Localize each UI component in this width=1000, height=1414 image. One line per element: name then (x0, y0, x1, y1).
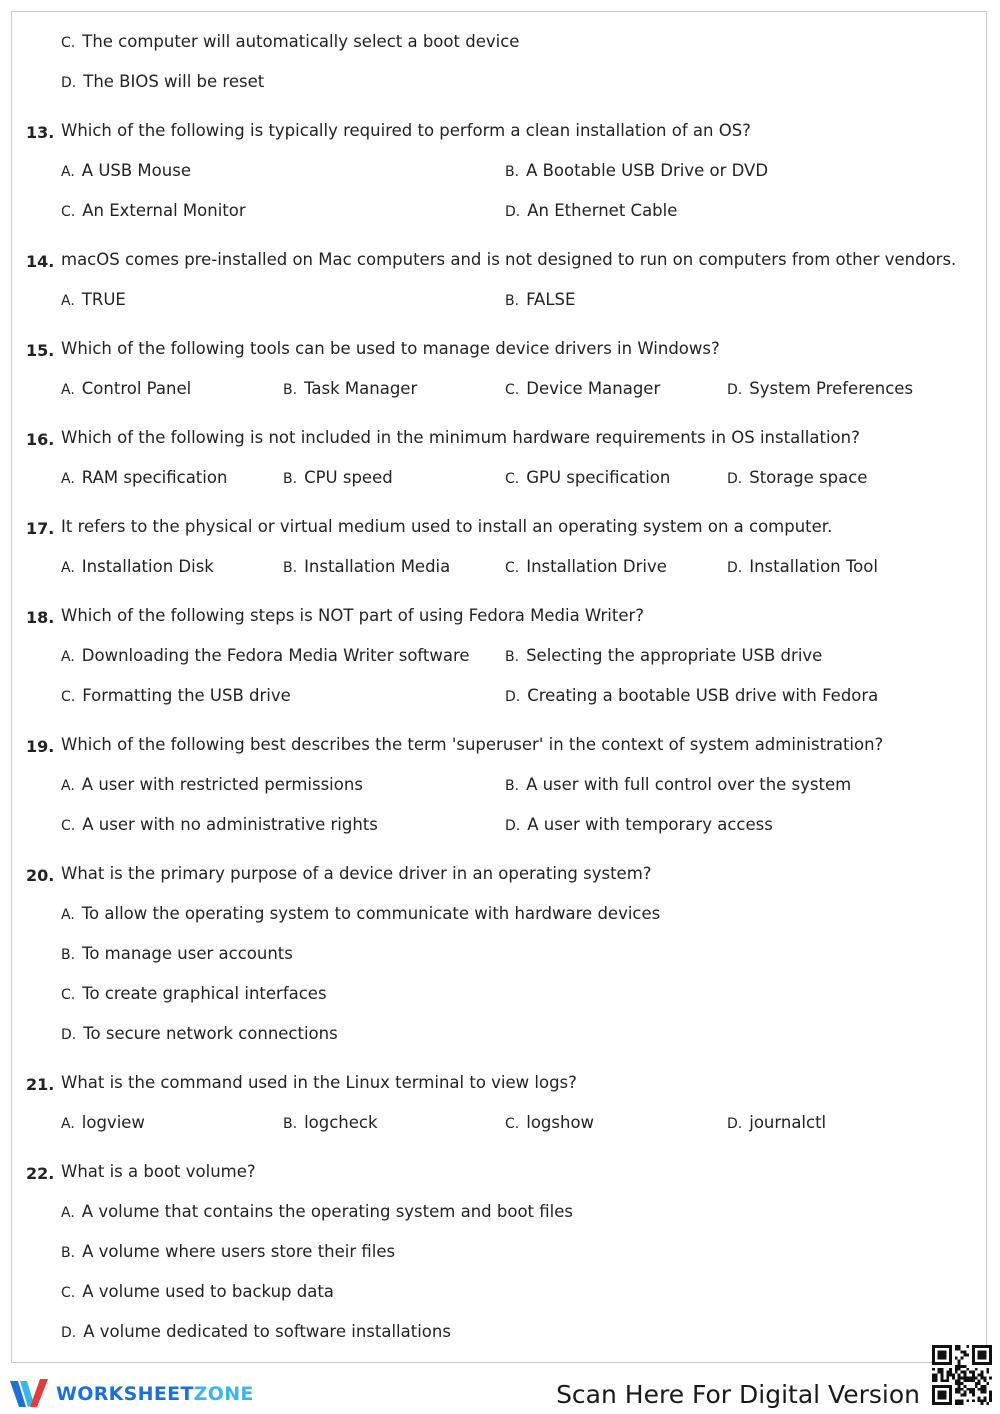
option-text: Selecting the appropriate USB drive (526, 646, 823, 665)
option-text: An Ethernet Cable (527, 201, 678, 220)
option-text: A USB Mouse (81, 161, 191, 180)
option-text: The BIOS will be reset (83, 72, 265, 91)
answer-option (505, 290, 575, 311)
option-text: A volume dedicated to software installations (83, 1322, 451, 1341)
answer-option (505, 557, 667, 578)
answer-option (283, 1113, 378, 1134)
option-letter: B. (505, 649, 520, 665)
option-letter: D. (727, 382, 743, 398)
option-text: logview (81, 1113, 145, 1132)
option-text: To create graphical interfaces (82, 984, 327, 1003)
answer-option (505, 1113, 594, 1134)
answer-option (505, 646, 822, 667)
option-text: logcheck (304, 1113, 378, 1132)
option-letter: D. (505, 689, 521, 705)
answer-option (61, 1113, 145, 1134)
option-letter: B. (283, 382, 298, 398)
option-letter: D. (61, 1027, 77, 1043)
question-number: 16. (26, 430, 55, 449)
question-number: 17. (26, 519, 55, 538)
answer-option (61, 290, 126, 311)
answer-option (727, 468, 867, 489)
option-text: A volume that contains the operating system and boot files (81, 1202, 573, 1221)
option-letter: C. (505, 560, 520, 576)
option-text: The computer will automatically select a boot device (82, 32, 520, 51)
logo-text: WORKSHEETZONE (56, 1383, 254, 1405)
option-letter: B. (283, 1116, 298, 1132)
answer-option (505, 161, 768, 182)
answer-option (61, 904, 660, 925)
question-text: Which of the following steps is NOT part of using Fedora Media Writer? (61, 606, 645, 625)
option-text: A user with full control over the system (526, 775, 852, 794)
option-letter: C. (61, 689, 76, 705)
answer-option (61, 32, 519, 53)
answer-option (61, 1282, 334, 1303)
option-text: Creating a bootable USB drive with Fedora (527, 686, 879, 705)
option-letter: D. (727, 471, 743, 487)
answer-option (61, 1202, 573, 1223)
option-text: Task Manager (304, 379, 418, 398)
option-text: A user with temporary access (527, 815, 773, 834)
answer-option (727, 379, 913, 400)
option-letter: D. (61, 1325, 77, 1341)
question-number: 18. (26, 608, 55, 627)
option-letter: B. (283, 560, 298, 576)
answer-option (61, 984, 327, 1005)
option-letter: A. (61, 560, 75, 576)
option-text: Installation Disk (81, 557, 214, 576)
option-letter: D. (61, 75, 77, 91)
answer-option (283, 557, 450, 578)
question-text: What is the primary purpose of a device driver in an operating system? (61, 864, 652, 883)
answer-option (61, 1322, 451, 1343)
option-text: Installation Drive (526, 557, 667, 576)
answer-option (505, 815, 773, 836)
answer-option (505, 201, 677, 222)
answer-option (61, 201, 246, 222)
option-letter: B. (505, 778, 520, 794)
answer-option (505, 775, 851, 796)
option-text: An External Monitor (82, 201, 246, 220)
option-letter: C. (61, 35, 76, 51)
question-number: 20. (26, 866, 55, 885)
option-text: Device Manager (526, 379, 661, 398)
option-text: A Bootable USB Drive or DVD (526, 161, 769, 180)
option-letter: C. (61, 204, 76, 220)
question-text: It refers to the physical or virtual medium used to install an operating system on a computer. (61, 517, 833, 536)
option-letter: C. (505, 382, 520, 398)
worksheetzone-logo[interactable] (10, 1376, 254, 1412)
option-letter: A. (61, 382, 75, 398)
option-text: CPU speed (304, 468, 393, 487)
answer-option (283, 468, 393, 489)
option-letter: A. (61, 778, 75, 794)
answer-option (61, 468, 227, 489)
answer-option (61, 1242, 395, 1263)
option-text: logshow (526, 1113, 595, 1132)
question-number: 13. (26, 123, 55, 142)
question-number: 19. (26, 737, 55, 756)
option-letter: A. (61, 293, 75, 309)
option-letter: C. (61, 987, 76, 1003)
w-logo-icon (10, 1377, 50, 1411)
option-letter: A. (61, 649, 75, 665)
question-text: Which of the following best describes the term 'superuser' in the context of system administration? (61, 735, 884, 754)
option-letter: A. (61, 907, 75, 923)
question-text: Which of the following tools can be used to manage device drivers in Windows? (61, 339, 720, 358)
option-letter: C. (505, 471, 520, 487)
answer-option (61, 1024, 338, 1045)
answer-option (61, 646, 470, 667)
scan-caption: Scan Here For Digital Version (556, 1380, 920, 1409)
question-text: What is a boot volume? (61, 1162, 256, 1181)
option-letter: B. (61, 947, 76, 963)
option-letter: A. (61, 1116, 75, 1132)
option-letter: C. (61, 1285, 76, 1301)
option-text: Installation Media (304, 557, 451, 576)
option-text: Installation Tool (749, 557, 878, 576)
option-letter: D. (727, 560, 743, 576)
answer-option (505, 686, 878, 707)
option-letter: B. (505, 293, 520, 309)
option-text: A volume where users store their files (82, 1242, 396, 1261)
question-number: 21. (26, 1075, 55, 1094)
option-letter: B. (283, 471, 298, 487)
option-text: TRUE (81, 290, 126, 309)
answer-option (61, 775, 363, 796)
option-text: FALSE (526, 290, 576, 309)
option-letter: A. (61, 471, 75, 487)
question-text: macOS comes pre-installed on Mac computers and is not designed to run on computers from other vendors. (61, 250, 957, 269)
question-number: 14. (26, 252, 55, 271)
option-letter: C. (505, 1116, 520, 1132)
question-number: 15. (26, 341, 55, 360)
option-letter: D. (727, 1116, 743, 1132)
answer-option (61, 944, 293, 965)
option-text: A volume used to backup data (82, 1282, 334, 1301)
option-text: Downloading the Fedora Media Writer software (81, 646, 470, 665)
answer-option (61, 686, 291, 707)
answer-option (283, 379, 417, 400)
answer-option (505, 379, 660, 400)
answer-option (61, 557, 214, 578)
answer-option (727, 1113, 826, 1134)
option-letter: A. (61, 1205, 75, 1221)
option-letter: C. (61, 818, 76, 834)
option-text: GPU specification (526, 468, 671, 487)
answer-option (727, 557, 878, 578)
option-letter: B. (61, 1245, 76, 1261)
question-text: What is the command used in the Linux terminal to view logs? (61, 1073, 577, 1092)
answer-option (61, 72, 264, 93)
option-text: RAM specification (81, 468, 228, 487)
option-text: Control Panel (81, 379, 192, 398)
option-letter: D. (505, 818, 521, 834)
option-letter: A. (61, 164, 75, 180)
option-text: System Preferences (749, 379, 914, 398)
option-letter: B. (505, 164, 520, 180)
question-text: Which of the following is typically required to perform a clean installation of an OS? (61, 121, 751, 140)
qr-code-icon[interactable] (932, 1345, 992, 1405)
option-text: Formatting the USB drive (82, 686, 291, 705)
question-number: 22. (26, 1164, 55, 1183)
option-text: To allow the operating system to communicate with hardware devices (81, 904, 661, 923)
option-text: journalctl (749, 1113, 827, 1132)
answer-option (505, 468, 670, 489)
option-text: A user with restricted permissions (81, 775, 363, 794)
option-letter: D. (505, 204, 521, 220)
answer-option (61, 379, 191, 400)
answer-option (61, 815, 378, 836)
option-text: Storage space (749, 468, 868, 487)
option-text: To manage user accounts (82, 944, 293, 963)
answer-option (61, 161, 191, 182)
option-text: To secure network connections (83, 1024, 338, 1043)
question-text: Which of the following is not included in the minimum hardware requirements in OS installation? (61, 428, 860, 447)
option-text: A user with no administrative rights (82, 815, 378, 834)
